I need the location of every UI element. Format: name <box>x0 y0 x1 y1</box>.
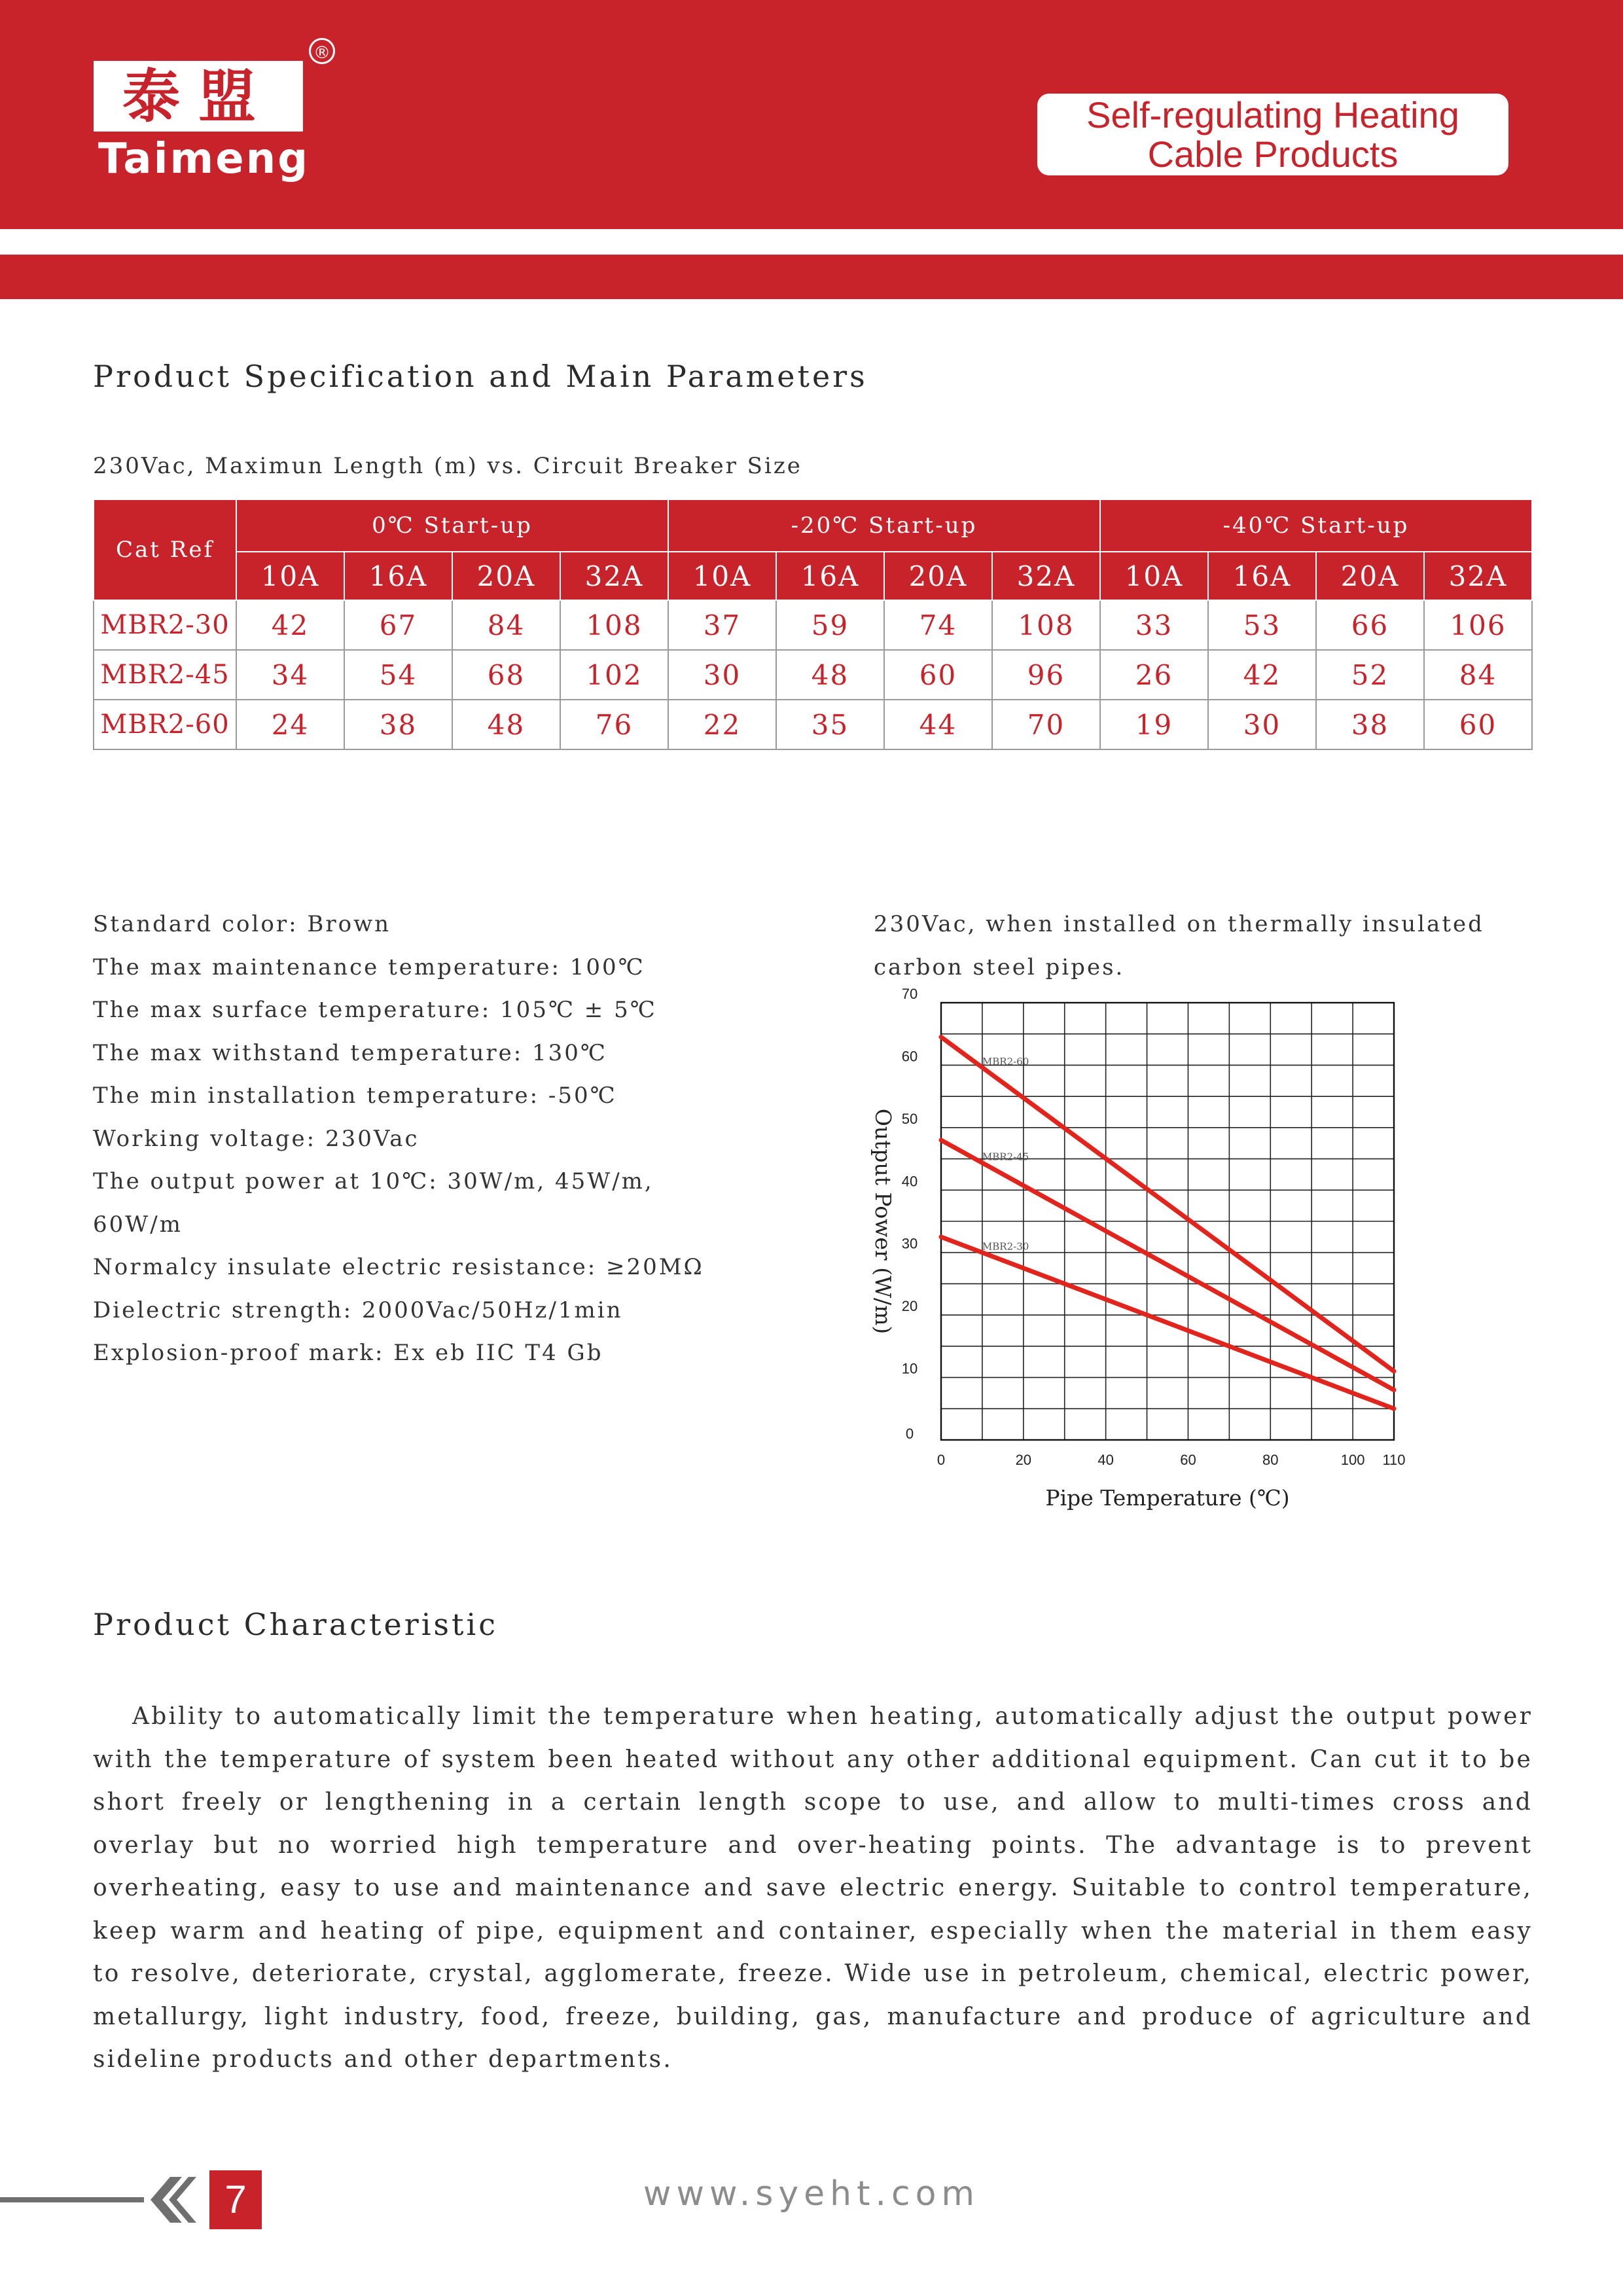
breaker-header: 16A <box>344 552 452 600</box>
length-cell: 60 <box>1424 700 1532 749</box>
y-axis-label: Output Power (W/m) <box>870 1108 896 1335</box>
spec-item: Explosion-proof mark: Ex eb IIC T4 Gb <box>93 1340 603 1366</box>
series-label: MBR2-45 <box>982 1151 1029 1163</box>
logo-english: Taimeng <box>98 135 310 183</box>
y-tick-label: 40 <box>901 1173 918 1190</box>
breaker-header: 10A <box>236 552 344 600</box>
length-cell: 59 <box>776 600 884 650</box>
length-cell: 19 <box>1100 700 1208 749</box>
length-cell: 54 <box>344 650 452 700</box>
x-tick-label: 20 <box>1015 1452 1032 1468</box>
x-tick-label: 110 <box>1382 1452 1406 1468</box>
length-cell: 76 <box>560 700 668 749</box>
cat-ref-cell: MBR2-60 <box>94 700 236 749</box>
length-cell: 102 <box>560 650 668 700</box>
spec-item: The max maintenance temperature: 100℃ <box>93 954 645 980</box>
chart-caption <box>874 903 1502 989</box>
spec-list <box>93 903 747 1375</box>
breaker-header: 32A <box>1424 552 1532 600</box>
breaker-header: 32A <box>992 552 1100 600</box>
table-caption: 230Vac, Maximun Length (m) vs. Circuit Breaker Size <box>93 453 802 479</box>
breaker-header: 16A <box>776 552 884 600</box>
spec-item: 60W/m <box>93 1211 183 1238</box>
x-tick-label: 100 <box>1340 1452 1365 1468</box>
length-cell: 42 <box>236 600 344 650</box>
double-chevron-left-icon <box>137 2172 196 2228</box>
spec-item: Standard color: Brown <box>93 911 391 937</box>
product-title-line1: Self-regulating Heating <box>1086 94 1459 135</box>
y-tick-label: 10 <box>901 1360 918 1377</box>
spec-table <box>93 499 1533 750</box>
table-row <box>94 650 1532 700</box>
x-axis-label: Pipe Temperature (℃) <box>1045 1485 1290 1511</box>
breaker-header-row <box>94 552 1532 600</box>
registered-mark: ® <box>309 38 335 64</box>
length-cell: 38 <box>344 700 452 749</box>
y-tick-label: 20 <box>901 1298 918 1315</box>
length-cell: 70 <box>992 700 1100 749</box>
length-cell: 26 <box>1100 650 1208 700</box>
x-tick-label: 0 <box>936 1452 946 1468</box>
page-number: 7 <box>209 2170 262 2229</box>
x-tick-label: 40 <box>1097 1452 1114 1468</box>
header-sub-band <box>0 255 1623 299</box>
cat-ref-cell: MBR2-45 <box>94 650 236 700</box>
logo-chinese: 泰盟 <box>122 62 274 130</box>
characteristic-heading: Product Characteristic <box>93 1607 498 1642</box>
breaker-header: 20A <box>452 552 560 600</box>
footer-line <box>0 2197 144 2202</box>
table-row <box>94 700 1532 749</box>
breaker-header: 16A <box>1208 552 1316 600</box>
breaker-header: 32A <box>560 552 668 600</box>
length-cell: 68 <box>452 650 560 700</box>
length-cell: 74 <box>884 600 992 650</box>
y-tick-label: 30 <box>901 1235 918 1252</box>
length-cell: 84 <box>452 600 560 650</box>
group-header: 0℃ Start-up <box>236 499 668 552</box>
spec-item: Working voltage: 230Vac <box>93 1125 419 1152</box>
breaker-header: 10A <box>1100 552 1208 600</box>
breaker-header: 10A <box>668 552 776 600</box>
length-cell: 48 <box>776 650 884 700</box>
group-header: -40℃ Start-up <box>1100 499 1532 552</box>
y-tick-label: 60 <box>901 1048 918 1065</box>
length-cell: 33 <box>1100 600 1208 650</box>
breaker-header: 20A <box>884 552 992 600</box>
length-cell: 108 <box>992 600 1100 650</box>
length-cell: 24 <box>236 700 344 749</box>
length-cell: 44 <box>884 700 992 749</box>
series-label: MBR2-60 <box>982 1055 1029 1067</box>
x-tick-label: 80 <box>1262 1452 1279 1468</box>
length-cell: 96 <box>992 650 1100 700</box>
spec-heading: Product Specification and Main Parameters <box>93 359 868 394</box>
length-cell: 53 <box>1208 600 1316 650</box>
x-tick-label: 60 <box>1180 1452 1196 1468</box>
spec-item: Dielectric strength: 2000Vac/50Hz/1min <box>93 1297 623 1323</box>
length-cell: 22 <box>668 700 776 749</box>
spec-item: Normalcy insulate electric resistance: ≥20MΩ <box>93 1254 704 1280</box>
length-cell: 67 <box>344 600 452 650</box>
breaker-header: 20A <box>1316 552 1424 600</box>
product-title <box>1037 94 1508 175</box>
power-chart <box>851 982 1440 1518</box>
table-header-row <box>94 499 1532 552</box>
website-link[interactable]: www.syeht.com <box>643 2174 980 2214</box>
length-cell: 30 <box>668 650 776 700</box>
characteristic-text: Ability to automatically limit the temperature when heating, automatically adjust the output power with the temperature of system been heated without any other additional equipment. Can cut it to be short freely or lengthening in a certain length scope to use, and allow to multi-times cross and overlay but no worried high temperature and over-heating points. The advantage is to prevent overheating, easy to use and maintenance and save electric energy. Suitable to control temperature, keep warm and heating of pipe, equipment and container, especially when the material in them easy to resolve, deteriorate, crystal, agglomerate, freeze. Wide use in petroleum, chemical, electric power, metallurgy, light industry, food, freeze, building, gas, manufacture and produce of agriculture and sideline products and other departments. <box>93 1703 1533 2073</box>
length-cell: 30 <box>1208 700 1316 749</box>
length-cell: 84 <box>1424 650 1532 700</box>
spec-item: The output power at 10℃: 30W/m, 45W/m, <box>93 1168 654 1194</box>
length-cell: 38 <box>1316 700 1424 749</box>
chart-caption-line1: 230Vac, when installed on thermally insulated <box>874 911 1484 937</box>
length-cell: 106 <box>1424 600 1532 650</box>
cat-ref-cell: MBR2-30 <box>94 600 236 650</box>
y-tick-label: 70 <box>901 986 918 1002</box>
length-cell: 34 <box>236 650 344 700</box>
series-label: MBR2-30 <box>982 1240 1029 1253</box>
product-title-line2: Cable Products <box>1147 133 1399 175</box>
chart-caption-line2: carbon steel pipes. <box>874 954 1125 980</box>
length-cell: 108 <box>560 600 668 650</box>
spec-item: The max withstand temperature: 130℃ <box>93 1039 607 1066</box>
table-row <box>94 600 1532 650</box>
group-header: -20℃ Start-up <box>668 499 1100 552</box>
length-cell: 35 <box>776 700 884 749</box>
length-cell: 37 <box>668 600 776 650</box>
y-tick-label: 0 <box>905 1426 914 1442</box>
spec-item: The max surface temperature: 105℃ ± 5℃ <box>93 997 657 1023</box>
length-cell: 42 <box>1208 650 1316 700</box>
length-cell: 66 <box>1316 600 1424 650</box>
length-cell: 60 <box>884 650 992 700</box>
y-tick-label: 50 <box>901 1110 918 1127</box>
characteristic-paragraph <box>93 1695 1533 2081</box>
length-cell: 52 <box>1316 650 1424 700</box>
cat-ref-header: Cat Ref <box>94 499 236 600</box>
length-cell: 48 <box>452 700 560 749</box>
spec-item: The min installation temperature: -50℃ <box>93 1083 617 1109</box>
